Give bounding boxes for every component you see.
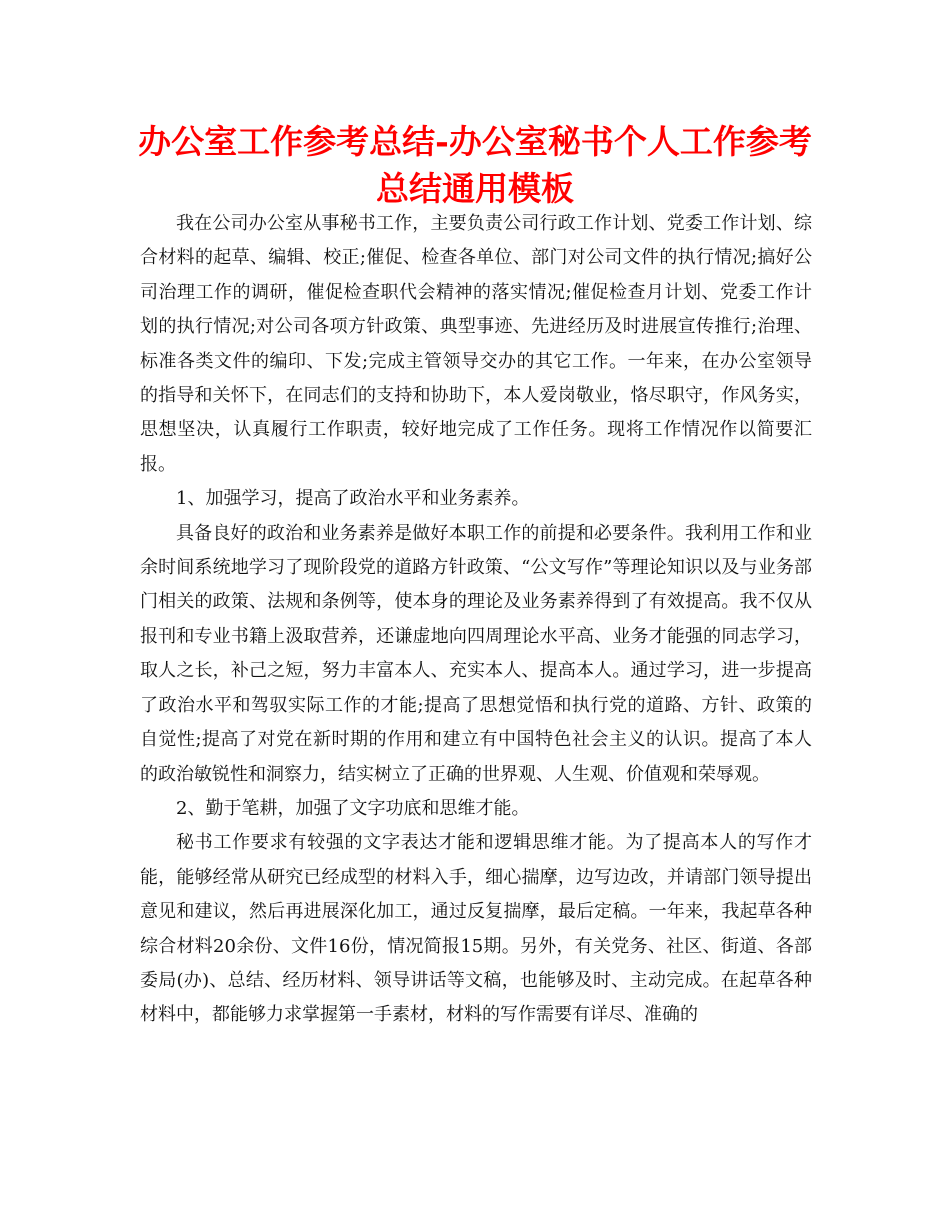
paragraph-study: 具备良好的政治和业务素养是做好本职工作的前提和必要条件。我利用工作和业余时间系统地学习了现阶段党的道路方针政策、“公文写作”等理论知识以及与业务部门相关的政策、法规和条例等，使本身的理论及业务素养得到了有效提高。我不仅从报刊和专业书籍上汲取营养，还谦虚地向四周理论水平高、业务才能强的同志学习，取人之长，补己之短，努力丰富本人、充实本人、提高本人。通过学习，进一步提高了政治水平和驾驭实际工作的才能;提高了思想觉悟和执行党的道路、方针、政策的自觉性;提高了对党在新时期的作用和建立有中国特色社会主义的认识。提高了本人的政治敏锐性和洞察力，结实树立了正确的世界观、人生观、价值观和荣辱观。 xyxy=(140,522,812,785)
paragraph-writing: 秘书工作要求有较强的文字表达才能和逻辑思维才能。为了提高本人的写作才能，能够经常从研究已经成型的材料入手，细心揣摩，边写边改，并请部门领导提出意见和建议，然后再进展深化加工，通过反复揣摩，最后定稿。一年来，我起草各种综合材料20余份、文件16份，情况简报15期。另外，有关党务、社区、街道、各部委局(办)、总结、经历材料、领导讲话等文稿，也能够及时、主动完成。在起草各种材料中，都能够力求掌握第一手素材，材料的写作需要有详尽、准确的 xyxy=(140,832,812,1026)
paragraph-intro: 我在公司办公室从事秘书工作，主要负责公司行政工作计划、党委工作计划、综合材料的起草、编辑、校正;催促、检查各单位、部门对公司文件的执行情况;搞好公司治理工作的调研，催促检查职代会精神的落实情况;催促检查月计划、党委工作计划的执行情况;对公司各项方针政策、典型事迹、先进经历及时进展宣传推行;治理、标准各类文件的编印、下发;完成主管领导交办的其它工作。一年来，在办公室领导的指导和关怀下，在同志们的支持和协助下，本人爱岗敬业，恪尽职守，作风务实，思想坚决，认真履行工作职责，较好地完成了工作任务。现将工作情况作以简要汇报。 xyxy=(140,213,812,475)
section-heading-2: 2、勤于笔耕，加强了文字功底和思维才能。 xyxy=(176,797,530,819)
document-title: 办公室工作参考总结-办公室秘书个人工作参考总结通用模板 xyxy=(138,122,812,208)
section-heading-1: 1、加强学习，提高了政治水平和业务素养。 xyxy=(176,488,530,510)
document-body xyxy=(140,207,812,1033)
